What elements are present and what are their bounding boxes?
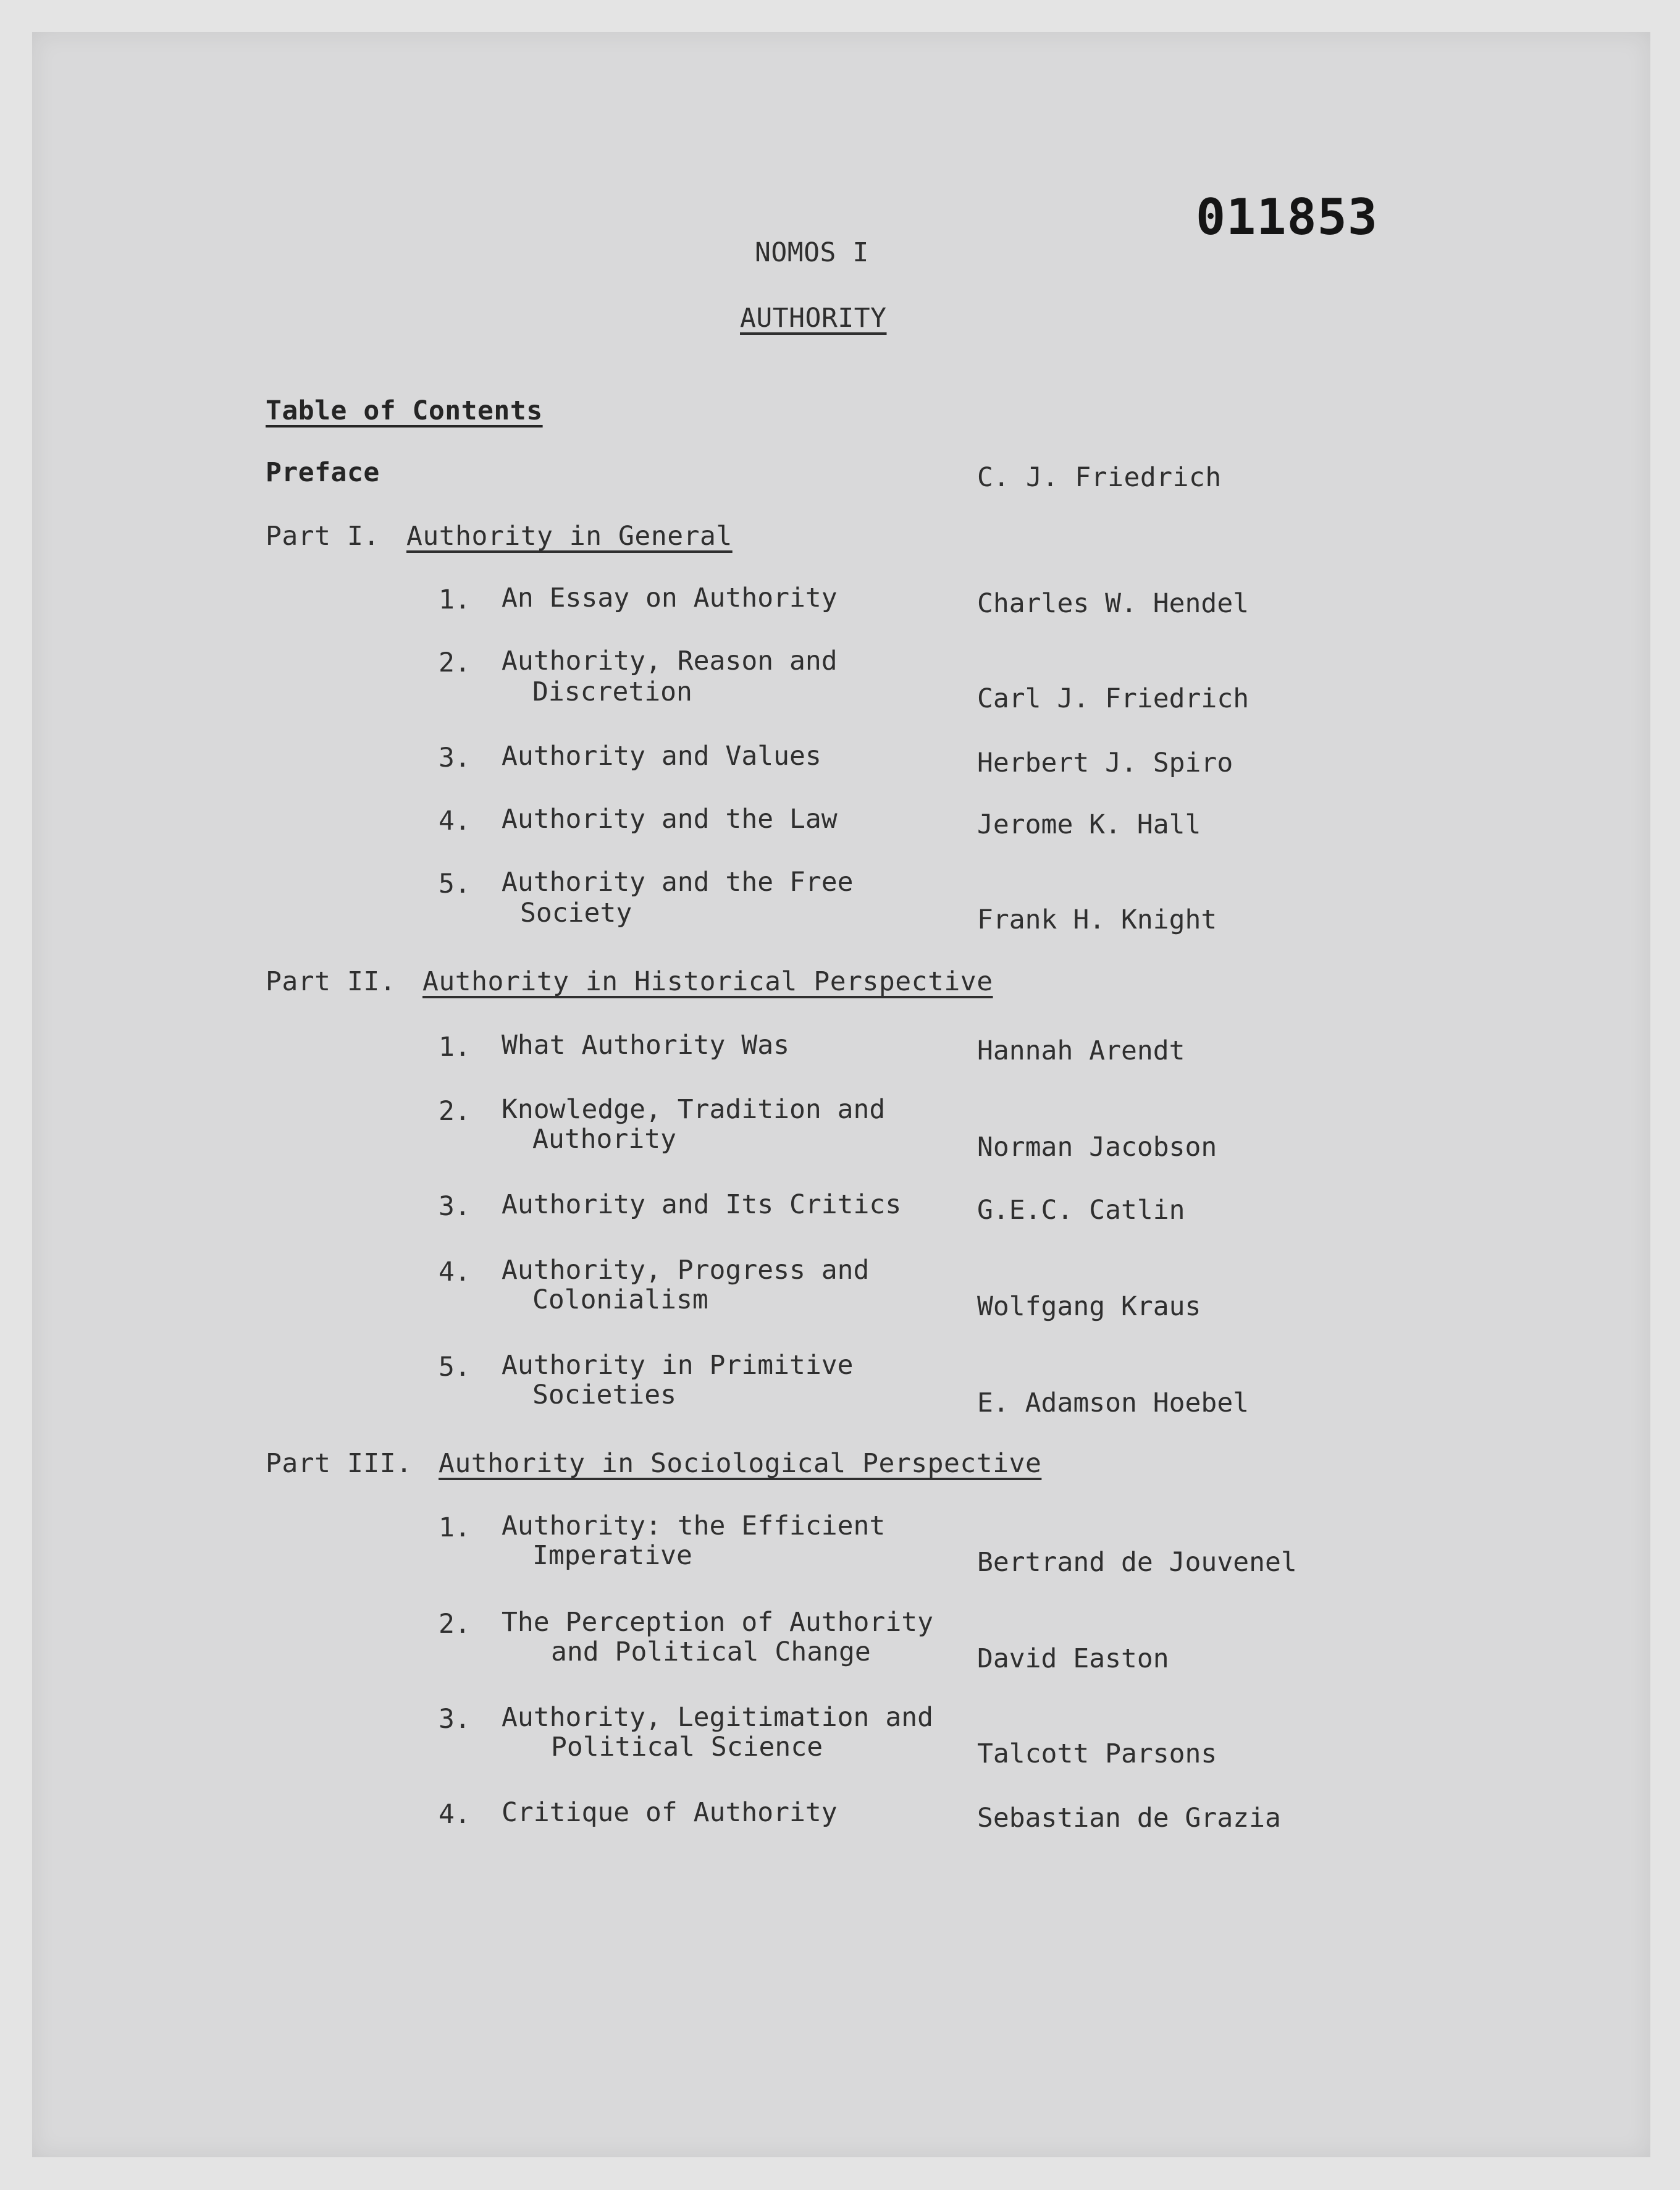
preface-author: C. J. Friedrich <box>977 462 1222 493</box>
entry-author: Talcott Parsons <box>977 1738 1217 1769</box>
entry-title-continued: Societies <box>532 1379 676 1410</box>
document-page <box>32 32 1650 2157</box>
entry-author: Norman Jacobson <box>977 1132 1217 1163</box>
entry-title: What Authority Was <box>502 1030 789 1061</box>
part-title: Authority in Sociological Perspective <box>439 1448 1042 1479</box>
entry-title-continued: Political Science <box>551 1732 823 1763</box>
entry-author: Sebastian de Grazia <box>977 1803 1281 1834</box>
entry-title-continued: Society <box>520 898 632 929</box>
entry-number: 4. <box>439 806 471 836</box>
entry-title: Authority in Primitive <box>502 1350 854 1381</box>
entry-title-continued: and Political Change <box>551 1636 871 1667</box>
entry-number: 4. <box>439 1799 471 1830</box>
entry-author: Herbert J. Spiro <box>977 748 1233 778</box>
entry-number: 3. <box>439 1704 471 1735</box>
entry-number: 2. <box>439 1096 471 1127</box>
entry-title: Authority, Progress and <box>502 1255 870 1286</box>
volume-title: AUTHORITY <box>740 303 887 334</box>
entry-title: Authority and Its Critics <box>502 1189 902 1220</box>
toc-heading: Table of Contents <box>266 395 543 426</box>
entry-author: Wolfgang Kraus <box>977 1291 1201 1322</box>
entry-author: Hannah Arendt <box>977 1035 1185 1066</box>
part-label: Part II. <box>266 966 397 997</box>
entry-title: Authority, Legitimation and <box>502 1702 933 1733</box>
entry-author: Frank H. Knight <box>977 904 1217 935</box>
entry-author: Jerome K. Hall <box>977 809 1201 840</box>
entry-author: Bertrand de Jouvenel <box>977 1547 1297 1578</box>
entry-title: Authority, Reason and <box>502 646 838 676</box>
entry-title: The Perception of Authority <box>502 1607 933 1638</box>
part-label: Part I. <box>266 521 380 552</box>
entry-number: 3. <box>439 1191 471 1222</box>
entry-number: 5. <box>439 869 471 899</box>
entry-title: An Essay on Authority <box>502 583 838 613</box>
entry-number: 5. <box>439 1352 471 1383</box>
entry-author: David Easton <box>977 1643 1169 1674</box>
entry-title-continued: Discretion <box>532 676 692 707</box>
series-title: NOMOS I <box>755 237 869 268</box>
entry-title: Authority: the Efficient <box>502 1510 886 1541</box>
entry-number: 4. <box>439 1257 471 1287</box>
entry-author: Carl J. Friedrich <box>977 683 1250 714</box>
entry-author: E. Adamson Hoebel <box>977 1388 1250 1418</box>
entry-number: 3. <box>439 743 471 773</box>
part-title: Authority in Historical Perspective <box>422 966 993 997</box>
document-number: 011853 <box>1196 188 1378 246</box>
entry-number: 2. <box>439 647 471 678</box>
entry-number: 1. <box>439 584 471 615</box>
entry-title-continued: Colonialism <box>532 1284 708 1315</box>
entry-title: Authority and the Law <box>502 804 838 835</box>
part-label: Part III. <box>266 1448 413 1479</box>
entry-author: Charles W. Hendel <box>977 588 1250 619</box>
preface-label: Preface <box>266 457 380 488</box>
entry-title-continued: Authority <box>532 1124 676 1155</box>
entry-number: 1. <box>439 1512 471 1543</box>
entry-title: Knowledge, Tradition and <box>502 1094 886 1125</box>
entry-title: Authority and Values <box>502 741 821 772</box>
entry-number: 1. <box>439 1032 471 1063</box>
entry-title-continued: Imperative <box>532 1540 692 1571</box>
entry-author: G.E.C. Catlin <box>977 1195 1185 1226</box>
entry-title: Authority and the Free <box>502 867 854 898</box>
entry-title: Critique of Authority <box>502 1797 838 1828</box>
part-title: Authority in General <box>406 521 733 552</box>
entry-number: 2. <box>439 1609 471 1640</box>
